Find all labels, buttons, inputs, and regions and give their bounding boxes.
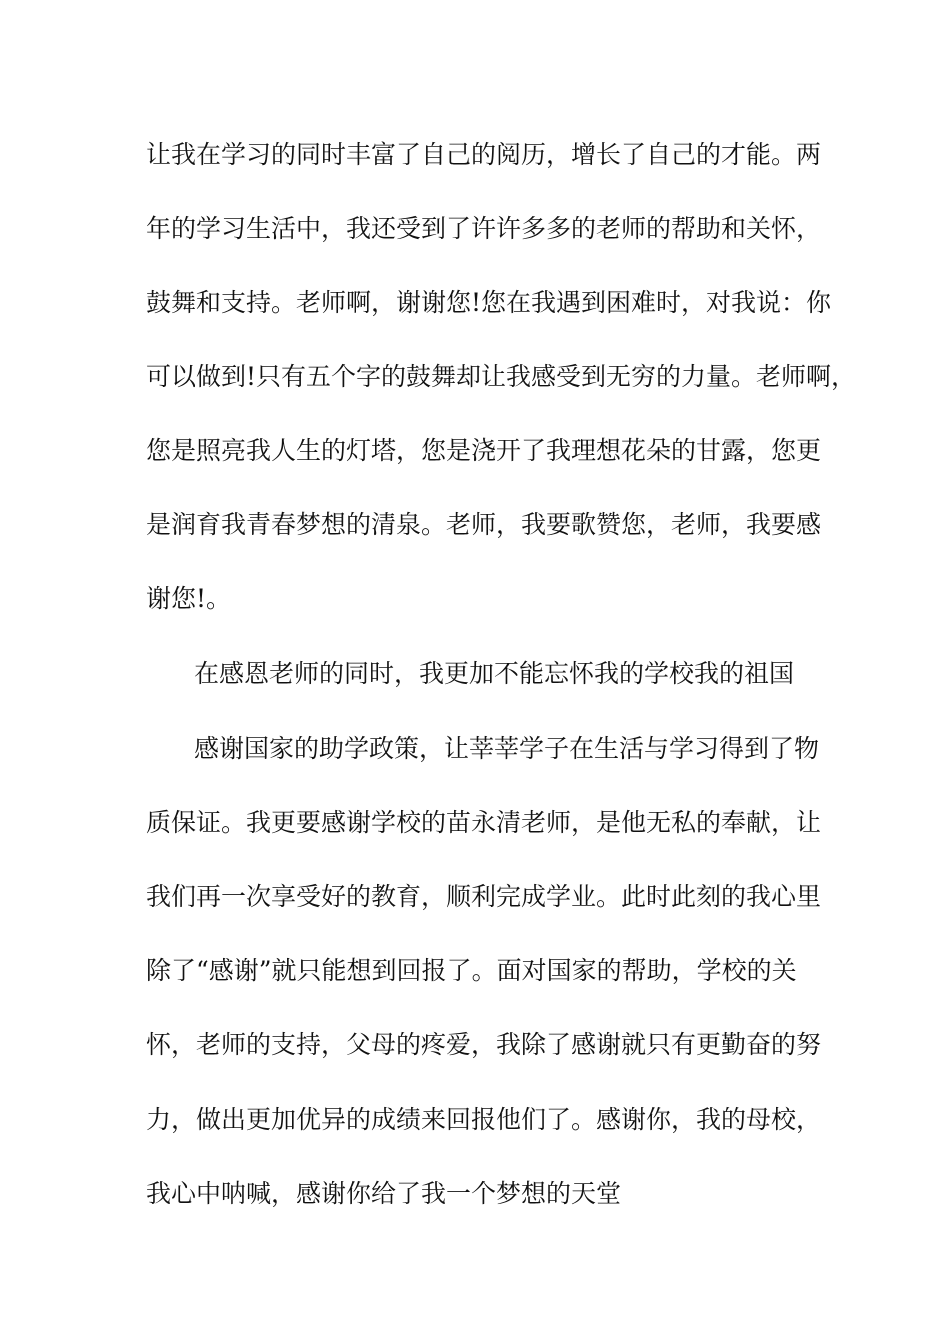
text-line: 年的学习生活中，我还受到了许许多多的老师的帮助和关怀， xyxy=(146,214,822,243)
paragraph-first-line: 在感恩老师的同时，我更加不能忘怀我的学校我的祖国 xyxy=(194,659,795,688)
text-line: 质保证。我更要感谢学校的苗永清老师，是他无私的奉献，让 xyxy=(146,808,822,837)
text-line: 让我在学习的同时丰富了自己的阅历，增长了自己的才能。两 xyxy=(146,140,822,169)
text-line: 您是照亮我人生的灯塔，您是浇开了我理想花朵的甘露，您更 xyxy=(146,436,822,465)
text-line: 是润育我青春梦想的清泉。老师，我要歌赞您，老师，我要感 xyxy=(146,510,822,539)
paragraph-first-line: 感谢国家的助学政策，让莘莘学子在生活与学习得到了物 xyxy=(194,734,820,763)
text-line: 我们再一次享受好的教育，顺利完成学业。此时此刻的我心里 xyxy=(146,882,822,911)
text-line: 怀，老师的支持，父母的疼爱，我除了感谢就只有更勤奋的努 xyxy=(146,1030,822,1059)
text-line: 力，做出更加优异的成绩来回报他们了。感谢你，我的母校， xyxy=(146,1105,822,1134)
text-line: 可以做到!只有五个字的鼓舞却让我感受到无穷的力量。老师啊， xyxy=(146,362,857,391)
text-line: 我心中呐喊，感谢你给了我一个梦想的天堂 xyxy=(146,1179,622,1208)
text-line: 鼓舞和支持。老师啊，谢谢您!您在我遇到困难时，对我说：你 xyxy=(146,288,832,317)
text-line: 除了“感谢”就只能想到回报了。面对国家的帮助，学校的关 xyxy=(146,956,797,985)
text-line: 谢您!。 xyxy=(146,584,232,613)
